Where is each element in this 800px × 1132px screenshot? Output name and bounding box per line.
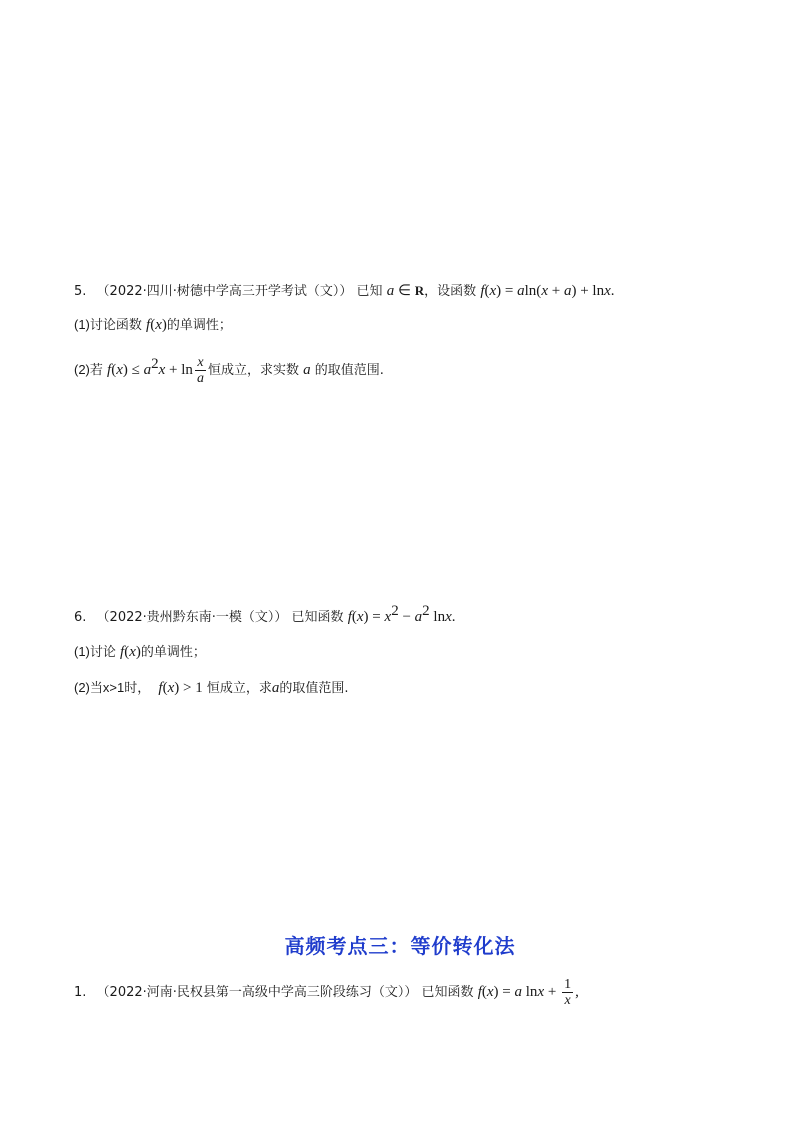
part-text-end: 的单调性；	[166, 318, 232, 333]
problem-number: 5.	[74, 284, 87, 299]
problem-intro: 已知函数	[291, 610, 344, 625]
part-text-end: 的单调性；	[140, 645, 206, 660]
formula-inequality: $f(x) \le a^2x + \ln$ $\frac{x}{a}$	[107, 355, 204, 386]
part-label: (1)	[74, 644, 90, 659]
formula-function-def: f(x) = a lnx + $\frac{1}{x}$ ,	[477, 977, 579, 1008]
formula-fx-gt-1: f(x) > 1	[158, 680, 203, 696]
problem-source: （2022·贵州黔东南·一模（文））	[96, 610, 288, 625]
formula-fx: f(x)	[146, 317, 167, 333]
part-text: 讨论函数	[89, 318, 142, 333]
part-text-end: 恒成立，求实数	[207, 363, 299, 378]
variable-a: a	[271, 680, 280, 696]
fraction-x-over-a: $\frac{x}{a}$	[196, 355, 204, 386]
condition: x>1	[102, 680, 125, 695]
section-heading: 高频考点三：等价转化法	[284, 934, 516, 958]
fraction-1-over-x: $\frac{1}{x}$	[564, 977, 572, 1008]
problem-6-part-1	[74, 642, 206, 663]
part-text: 当	[89, 681, 103, 696]
problem-number: 6.	[74, 610, 87, 625]
formula-a-in-r: a ∈ R	[386, 283, 425, 299]
problem-source: （2022·河南·民权县第一高级中学高三阶段练习（文））	[96, 985, 418, 1000]
part-label: (2)	[74, 362, 90, 377]
problem-intro: 已知函数	[421, 985, 474, 1000]
part-label: (1)	[74, 317, 90, 332]
problem-number: 1.	[74, 985, 87, 1000]
problem-next-statement	[74, 975, 579, 1010]
problem-intro-mid: ，设函数	[424, 284, 477, 299]
problem-6-part-2	[74, 678, 349, 699]
problem-intro: 已知	[356, 284, 383, 299]
problem-5-part-1	[74, 315, 232, 336]
part-text-tail: 的取值范围.	[314, 363, 384, 378]
formula-fx: f(x)	[120, 644, 141, 660]
part-text: 若	[89, 363, 103, 378]
part-text-mid: 时，	[124, 681, 151, 696]
problem-6-statement	[74, 603, 456, 628]
part-text-end: 恒成立，求	[206, 681, 272, 696]
variable-a: a	[303, 362, 311, 378]
problem-5-statement	[74, 281, 615, 302]
formula-function-def: $f(x) = x^2 - a^2$ lnx.	[347, 603, 456, 625]
part-label: (2)	[74, 680, 90, 695]
part-text-tail: 的取值范围.	[279, 681, 349, 696]
problem-5-part-2	[74, 353, 384, 388]
part-text: 讨论	[89, 645, 116, 660]
problem-source: （2022·四川·树德中学高三开学考试（文））	[96, 284, 353, 299]
formula-function-def: f(x) = aln(x + a) + lnx.	[480, 283, 615, 299]
